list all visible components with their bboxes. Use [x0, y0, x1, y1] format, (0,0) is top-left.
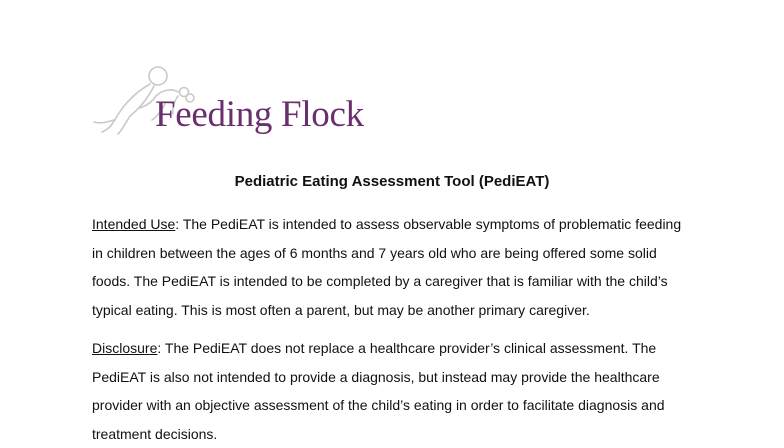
intended-use-label: Intended Use — [92, 216, 175, 232]
paragraph-line — [92, 334, 702, 363]
paragraph-line: foods. The PediEAT is intended to be completed by a caregiver that is familiar with the child’s — [92, 267, 702, 296]
paragraph-line: PediEAT is also not intended to provide a diagnosis, but instead may provide the healthcare — [92, 363, 702, 392]
paragraph-line: provider with an objective assessment of the child’s eating in order to facilitate diagnosis and — [92, 391, 702, 420]
logo-wordmark: Feeding Flock — [155, 93, 364, 136]
disclosure-label: Disclosure — [92, 340, 157, 356]
disclosure-paragraph — [92, 334, 702, 448]
intended-use-paragraph — [92, 210, 702, 324]
paragraph-text: : The PediEAT is intended to assess observable symptoms of problematic feeding — [175, 216, 681, 232]
paragraph-text: : The PediEAT does not replace a healthcare provider’s clinical assessment. The — [157, 340, 656, 356]
feeding-flock-logo — [92, 62, 382, 144]
document-title: Pediatric Eating Assessment Tool (PediEAT) — [0, 173, 784, 190]
paragraph-line: in children between the ages of 6 months and 7 years old who are being offered some solid — [92, 239, 702, 268]
paragraph-line: typical eating. This is most often a parent, but may be another primary caregiver. — [92, 296, 702, 325]
paragraph-line — [92, 210, 702, 239]
paragraph-line: treatment decisions. — [92, 420, 702, 448]
